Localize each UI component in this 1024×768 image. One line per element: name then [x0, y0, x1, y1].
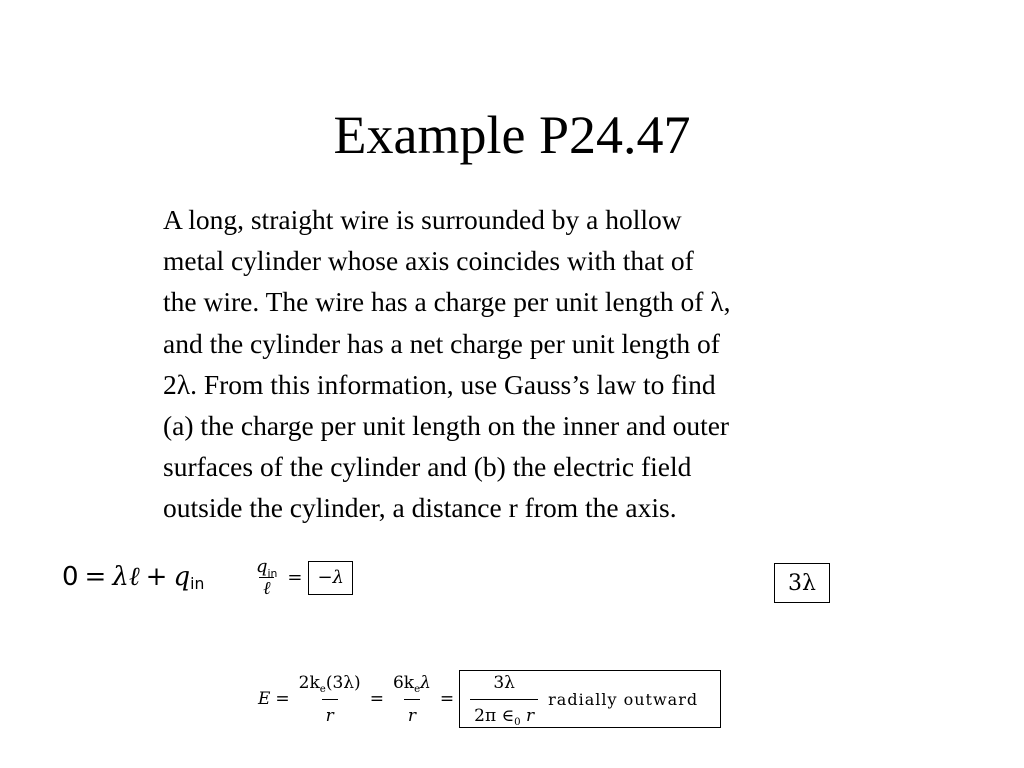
problem-line: A long, straight wire is surrounded by a hollow — [163, 204, 682, 235]
eq2-fraction — [252, 556, 281, 599]
eq4-num2-tail: λ — [420, 672, 431, 693]
eq2-sub-in: in — [267, 566, 278, 580]
eq2-result: −λ — [317, 567, 344, 588]
eq1-sub-in: in — [190, 575, 205, 594]
eq4-num2: 6k — [392, 672, 415, 693]
eq4-num1: 2k — [298, 672, 320, 693]
eq2-q: q — [256, 556, 268, 577]
eq1-zero: 0 — [62, 562, 79, 592]
eq1-q: q — [173, 562, 191, 592]
eq4-frac2-numerator — [389, 673, 435, 699]
eq4-frac1-numerator — [295, 673, 365, 699]
eq4-frac1-denominator: r — [322, 699, 338, 726]
problem-line: the wire. The wire has a charge per unit length of λ, — [163, 286, 731, 318]
eq4-den-a: 2π ∈ — [474, 705, 515, 726]
eq1-lambda: λ — [112, 562, 129, 592]
problem-line: metal cylinder whose axis coincides with that of — [163, 245, 694, 277]
eq4-equals-a: = — [275, 689, 290, 709]
eq4-equals-b: = — [369, 689, 384, 709]
eq4-E: E — [258, 689, 271, 709]
equation-outer-charge — [774, 563, 830, 603]
eq2-numerator — [252, 556, 281, 580]
eq4-den-b: r — [526, 705, 535, 726]
eq4-fraction-1 — [295, 673, 365, 726]
eq1-plus: + — [145, 562, 168, 592]
eq1-ell: ℓ — [128, 562, 140, 592]
eq4-den-sub: 0 — [514, 717, 521, 729]
problem-line: surfaces of the cylinder and (b) the electric field — [163, 451, 692, 483]
problem-line: and the cylinder has a net charge per unit length of — [163, 327, 720, 359]
eq4-frac2-denominator: r — [404, 699, 420, 726]
equation-inner-charge — [252, 556, 353, 599]
problem-line: 2λ. From this information, use Gauss’s law to find — [163, 368, 716, 400]
eq4-direction: radially outward — [548, 689, 699, 709]
eq3-result-box — [774, 563, 830, 603]
problem-statement — [163, 199, 883, 529]
eq1-equals: = — [84, 562, 107, 592]
eq4-num2-sub: e — [414, 684, 421, 696]
eq4-result-numerator: 3λ — [493, 672, 515, 693]
problem-line: outside the cylinder, a distance r from the axis. — [163, 492, 677, 524]
eq4-result-fraction — [470, 672, 538, 729]
equation-gauss-total — [62, 562, 204, 592]
eq2-denominator: ℓ — [259, 577, 275, 599]
eq4-num1-paren: (3λ) — [325, 672, 361, 693]
eq4-result-denominator — [470, 699, 538, 729]
eq4-result-box — [459, 670, 721, 728]
eq4-equals-c: = — [439, 689, 455, 709]
slide-title: Example P24.47 — [333, 105, 691, 165]
eq2-result-box — [308, 561, 353, 595]
eq3-result: 3λ — [788, 570, 816, 596]
eq4-num1-sub: e — [319, 684, 326, 696]
eq2-equals: = — [287, 567, 303, 588]
problem-line: (a) the charge per unit length on the inner and outer — [163, 410, 730, 442]
equation-electric-field — [258, 670, 721, 728]
eq4-fraction-2 — [389, 673, 435, 726]
